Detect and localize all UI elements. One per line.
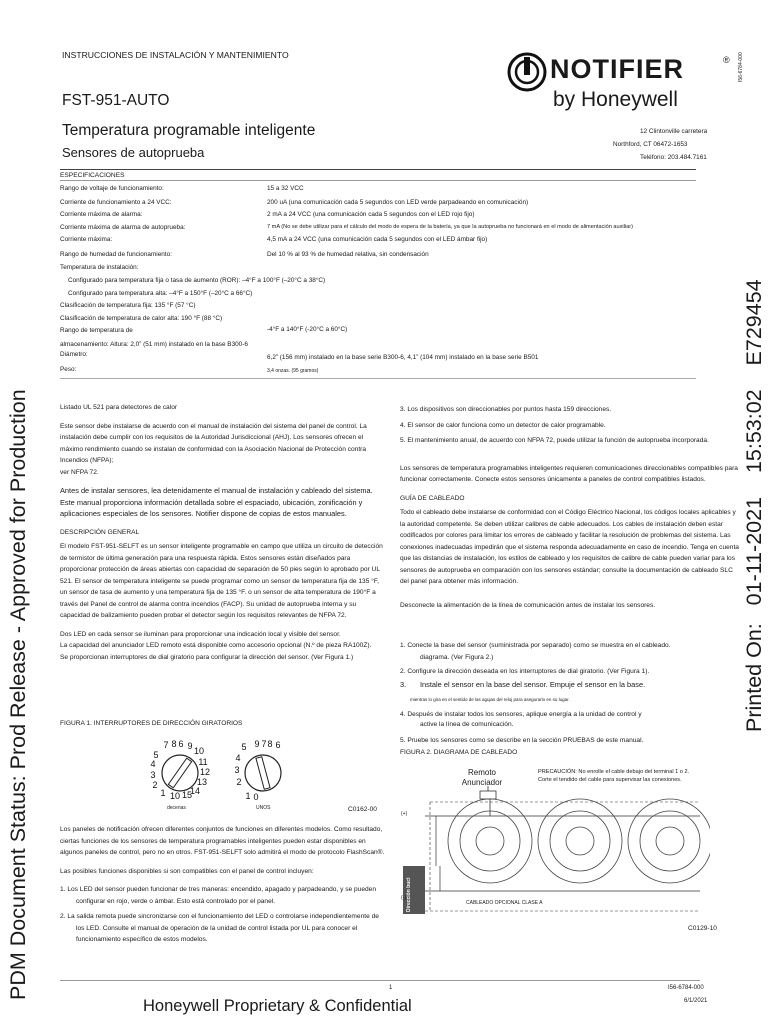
spec-value: 2 mA a 24 VCC (una comunicación cada 5 segundos con el LED rojo fijo) (267, 211, 475, 218)
storage-label: Rango de temperatura de (60, 327, 133, 334)
page-number: 1 (389, 985, 393, 991)
svg-text:4: 4 (235, 753, 241, 763)
svg-text:6: 6 (275, 740, 281, 750)
svg-text:0: 0 (253, 792, 259, 802)
features-list (400, 404, 740, 447)
svg-text:15: 15 (181, 790, 193, 800)
intro-paragraph-ref: ver NFPA 72. (60, 468, 99, 476)
step-4: 4. Después de instalar todos los sensores, aplique energía a la unidad de control y (400, 711, 642, 718)
svg-text:3: 3 (150, 770, 156, 780)
tens-dial-icon[interactable] (145, 738, 215, 808)
notifier-logo-icon (507, 52, 547, 92)
logo-registered: ® (723, 55, 730, 65)
step-1: 1. Conecte la base del sensor (suministrada por separado) como se muestra en el cableado. (400, 642, 671, 649)
figure1-code: C0162-00 (348, 806, 377, 813)
svg-text:1: 1 (160, 788, 166, 798)
svg-text:2: 2 (236, 777, 242, 787)
doc-code: I56-6784-000 (668, 985, 704, 991)
list-item: 3. Los dispositivos son direccionables por puntos hasta 159 direcciones. (400, 406, 612, 413)
svg-text:6: 6 (178, 739, 184, 749)
ones-dial-icon[interactable] (228, 738, 298, 808)
functions-list (60, 884, 386, 946)
figure1-caption: FIGURA 1. INTERRUPTORES DE DIRECCIÓN GIRATORIOS (60, 720, 243, 727)
wiring-paragraph: Todo el cableado debe instalarse de conformidad con el Código Eléctrico Nacional, los códigos locales aplicables y la autoridad competente. Se deben utilizar calibres de cable adecuados. Los cables de instalación deben estar codificados por colores para limitar los errores de cableado y facilitar la resolución de problemas del sistema. Las conexiones inadecuadas impedirán que el sistema responda adecuadamente en caso de incendio. Tenga en cuenta que las distancias de instalación, los estilos de cableado y los requisitos de calibre de cable pueden variar para los sensores de autoprueba en comparación con los sensores estándar; consulte la documentación de cableado SLC del panel para obtener más información. (400, 509, 739, 586)
step-1b: diagrama. (Ver Figura 2.) (420, 654, 494, 661)
intro-paragraph: Este sensor debe instalarse de acuerdo con el manual de instalación del sistema del panel de control. La instalación debe cumplir con los requisitos de la Autoridad Jurisdiccional (AHJ). Los sensores ofrecen el máximo rendimiento cuando se instalan de conformidad con la Asociación Nacional de Protección contra Incendios (NFPA); (60, 422, 367, 465)
optional-wiring-label: CABLEADO OPCIONAL CLASE A (466, 900, 543, 906)
printed-on: Printed On: 01-11-2021 15:53:02 E729454 (742, 279, 766, 732)
positive-label: (+) (401, 811, 408, 817)
weight-label: Peso: (60, 366, 77, 373)
wiring-heading: GUÍA DE CABLEADO (400, 494, 465, 502)
svg-text:8: 8 (267, 739, 273, 749)
divider (60, 180, 696, 181)
panels-paragraph: Los paneles de notificación ofrecen diferentes conjuntos de funciones en diferentes modelos. Como resultado, ciertas funciones de los sensores de temperatura programables inteligentes pueden estar disponibles en algunos paneles de control, pero no en otros. FST-951-SELFT solo admitirá el modo de protocolo FlashScan®. (60, 826, 385, 857)
step-3-note: mientras lo gira en el sentido de las agujas del reloj para asegurarlo en su lugar. (410, 697, 570, 702)
description-paragraph: El modelo FST-951-SELFT es un sensor inteligente programable en campo que utiliza un circuito de detección de termistor de última generación para una respuesta rápida. Estos sensores están diseñados para proporcionar protección de áreas abiertas con capacidad de separación de 50 pies según lo aprobado por UL 521. El sensor de temperatura inteligente se puede programar como un sensor de temperatura fija de 135 °F, un sensor de tasa de aumento y una temperatura fija de 135 °F. o un sensor de alta temperatura de 190°F a través del Panel de control de alarma contra incendios (FACP). Su unidad de autoprueba interna y su capacidad de balizamiento pueden probar el detector según los requisitos relevantes de NFPA 72. (60, 543, 383, 620)
description-heading: DESCRIPCIÓN GENERAL (60, 528, 140, 536)
svg-text:3: 3 (234, 765, 240, 775)
spec-value: 4,5 mA a 24 VCC (una comunicación cada 5 segundos con el LED ámbar fijo) (267, 236, 488, 243)
storage-label2: almacenamiento: Altura: 2,0” (51 mm) instalado en la base B300-6 (60, 341, 248, 348)
weight-value: 3,4 onzas. (95 gramos) (267, 368, 319, 374)
step-3-num: 3. (400, 680, 407, 689)
svg-text:5: 5 (153, 750, 159, 760)
svg-text:14: 14 (189, 786, 201, 796)
list-item: 5. El mantenimiento anual, de acuerdo con NFPA 72, puede utilizar la función de autoprueba incorporada. (400, 437, 709, 445)
ones-dial-label: UNOS (256, 805, 271, 811)
specs-heading: ESPECIFICACIONES (60, 172, 125, 179)
class-high: Clasificación de temperatura de calor alta: 190 °F (88 °C) (60, 315, 223, 322)
spec-label: Rango de humedad de funcionamiento: (60, 251, 172, 258)
svg-text:1: 1 (245, 791, 251, 801)
left-column-bottom (60, 824, 386, 950)
disconnect-paragraph: Desconecte la alimentación de la línea de comunicación antes de instalar los sensores. (400, 601, 656, 609)
svg-text:13: 13 (196, 777, 208, 787)
page-subtitle: Sensores de autoprueba (62, 145, 205, 160)
step-2: 2. Configure la dirección deseada en los interruptores de dial giratorio. (Ver Figura 1). (400, 668, 650, 675)
diameter-label: Diámetro: (60, 351, 88, 358)
svg-text:8: 8 (171, 739, 177, 749)
model-number: FST-951-AUTO (62, 92, 170, 109)
spec-value: 7 mA (No se debe utilizar para el cálculo del modo de espera de la batería, ya que la autoprueba no funcionará en el modo de alimentación auxiliar) (267, 224, 633, 230)
figure2-caption: FIGURA 2. DIAGRAMA DE CABLEADO (400, 749, 518, 756)
diameter-value: 6,2” (156 mm) instalado en la base serie B300-6, 4,1” (104 mm) instalado en la base serie B501 (267, 354, 539, 361)
doc-date: 6/1/2021 (684, 998, 708, 1004)
divider (60, 378, 696, 379)
figure2-code: C0129-10 (688, 925, 717, 932)
spec-label: Corriente máxima de alarma de autoprueba: (60, 224, 186, 231)
svg-text:2: 2 (152, 780, 158, 790)
address-city: Northford, CT 06472-1653 (613, 141, 688, 148)
spec-value: 15 a 32 VCC (267, 185, 304, 192)
svg-text:12: 12 (199, 767, 211, 777)
svg-text:9: 9 (254, 739, 260, 749)
temp-fixed: Configurado para temperatura fija o tasa de aumento (ROR): –4°F a 100°F (–20°C a 38°C) (68, 277, 326, 284)
list-item: 2. La salida remota puede sincronizarse con el funcionamiento del LED o controlarse independientemente de los LED. Consulte el manual de operación de la unidad de control listada por UL para conocer el funcionamiento específico de estos modelos. (60, 913, 379, 944)
wiring-diagram (400, 786, 710, 918)
spec-value: 200 uA (una comunicación cada 5 segundos con LED verde parpadeando en comunicación) (267, 199, 529, 206)
address-street: 12 Clintonville carretera (640, 128, 708, 135)
divider (60, 980, 700, 981)
negative-label: (-) (401, 895, 406, 901)
svg-text:10: 10 (169, 791, 181, 801)
page-title: Temperatura programable inteligente (62, 122, 316, 139)
logo-brand: NOTIFIER (550, 54, 684, 84)
svg-text:7: 7 (163, 740, 169, 750)
panel-label: Dirección bucl (406, 877, 412, 912)
svg-text:10: 10 (193, 746, 205, 756)
spec-value: Del 10 % al 93 % de humedad relativa, sin condensación (267, 251, 429, 258)
right-column (400, 404, 740, 618)
list-item: 1. Los LED del sensor pueden funcionar de tres maneras: encendido, apagado y parpadeando, y se pueden configurar en rojo, verde o ámbar. Esto está controlado por el panel. (60, 886, 376, 905)
spec-label: Corriente de funcionamiento a 24 VCC: (60, 199, 172, 206)
side-code: I56-6784-000 (738, 52, 744, 82)
spec-label: Rango de voltaje de funcionamiento: (60, 185, 164, 192)
svg-text:4: 4 (150, 759, 156, 769)
spec-label: Corriente máxima de alarma: (60, 211, 143, 218)
step-5: 5. Pruebe los sensores como se describe en la sección PRUEBAS de este manual. (400, 737, 644, 744)
tens-dial-label: decenas (167, 805, 186, 811)
spec-label: Corriente máxima: (60, 236, 113, 243)
led-paragraph: Dos LED en cada sensor se iluminan para proporcionar una indicación local y visible del sensor. (60, 630, 341, 638)
pdm-status: PDM Document Status: Prod Release - Approved for Production (6, 389, 30, 1000)
remote-paragraph: La capacidad del anunciador LED remoto está disponible como accesorio opcional (N.º de pieza RA100Z). (60, 642, 372, 650)
temp-high: Configurado para temperatura alta: –4°F a 150°F (–20°C a 66°C) (68, 290, 253, 297)
ul-listing: Listado UL 521 para detectores de calor (60, 404, 178, 411)
manual-paragraph: Antes de instalar sensores, lea detenidamente el manual de instalación y cableado del sistema. Este manual proporciona información detallada sobre el espaciado, ubicación, zonificación y aplicaciones especiales de los sensores. Notifier dispone de copias de estos manuales. (60, 486, 373, 519)
dial-paragraph: Se proporcionan interruptores de dial giratorio para configurar la dirección del sensor. (Ver Figura 1.) (60, 653, 354, 661)
compat-paragraph: Los sensores de temperatura programables inteligentes requieren comunicaciones direccionables compatibles para funcionar correctamente. Conecte estos sensores únicamente a paneles de control compatibles listados. (400, 464, 738, 484)
install-label: INSTRUCCIONES DE INSTALACIÓN Y MANTENIMIENTO (62, 50, 289, 60)
class-fixed: Clasificación de temperatura fija: 135 °F (57 °C) (60, 302, 196, 309)
divider (60, 169, 696, 170)
caution-note: PRECAUCIÓN: No enrolle el cable debajo del terminal 1 o 2. Corte el tendido del cable para supervisar las conexiones. (538, 769, 690, 783)
list-item: 4. El sensor de calor funciona como un detector de calor programable. (400, 421, 606, 429)
svg-text:7: 7 (261, 739, 267, 749)
step-3: Instale el sensor en la base del sensor. Empuje el sensor en la base. (420, 680, 646, 689)
left-column (60, 402, 386, 670)
logo-by-honeywell: by Honeywell (553, 88, 678, 111)
address-phone: Teléfono: 203.484.7161 (640, 154, 707, 161)
remote-annunciator-label: Remoto Anunciador (461, 768, 503, 787)
svg-text:5: 5 (241, 742, 247, 752)
temp-heading: Temperatura de instalación: (60, 264, 139, 271)
svg-text:11: 11 (198, 757, 208, 767)
svg-text:9: 9 (187, 741, 193, 751)
step-4b: active la línea de comunicación. (420, 721, 514, 728)
proprietary-notice: Honeywell Proprietary & Confidential (143, 997, 412, 1015)
functions-paragraph: Las posibles funciones disponibles si son compatibles con el panel de control incluyen: (60, 867, 314, 875)
storage-value: -4°F a 140°F (-20°C a 60°C) (267, 326, 348, 333)
